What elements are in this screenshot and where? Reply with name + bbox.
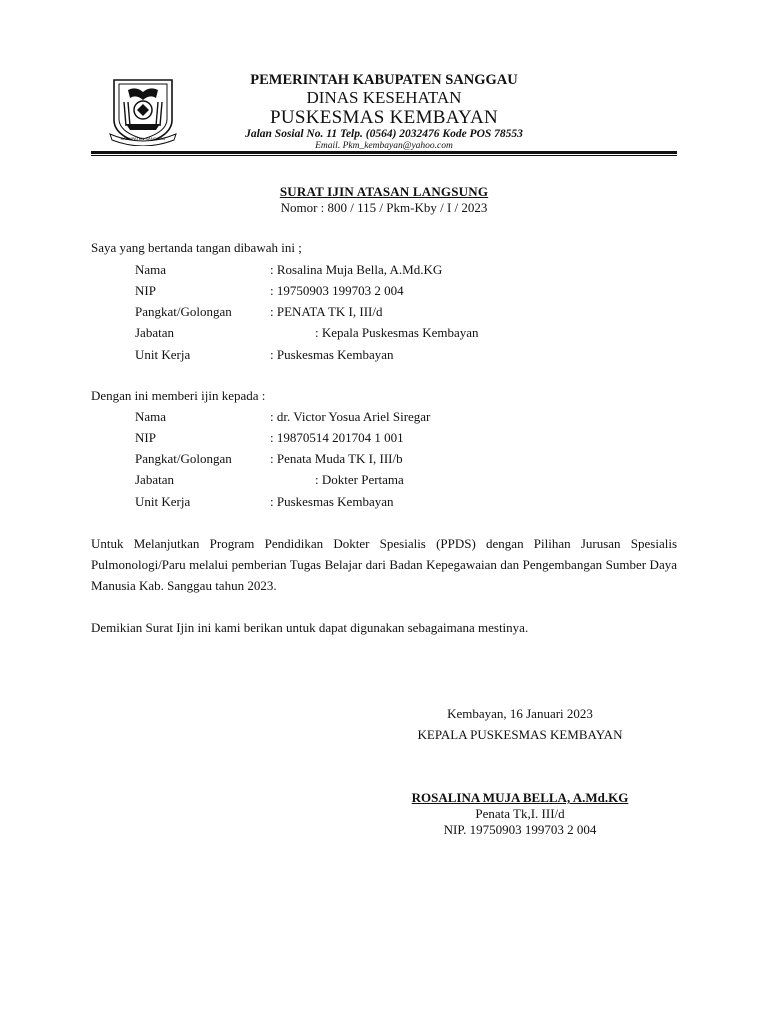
grantee-unit-value: : Puskesmas Kembayan bbox=[270, 494, 394, 509]
signer-nip-value: : 19750903 199703 2 004 bbox=[270, 283, 404, 298]
place-date: Kembayan, 16 Januari 2023 bbox=[447, 706, 593, 721]
emblem-caption: KABUPATEN SANGGAU bbox=[120, 136, 166, 141]
signer-name-value: : Rosalina Muja Bella, A.Md.KG bbox=[270, 262, 443, 277]
kop-government: PEMERINTAH KABUPATEN SANGGAU bbox=[250, 72, 518, 88]
grantee-nip-value: : 19870514 201704 1 001 bbox=[270, 430, 404, 445]
body-paragraph: Untuk Melanjutkan Program Pendidikan Dokter Spesialis (PPDS) dengan Pilihan Jurusan Spesialis Pulmonologi/Paru melalui pemberian Tugas Belajar dari Badan Kepegawaian dan Pengembangan Sumber Daya Manusia Kab. Sanggau tahun 2023. bbox=[91, 536, 677, 593]
signer-intro: Saya yang bertanda tangan dibawah ini ; bbox=[91, 240, 302, 255]
grantee-position-value: : Dokter Pertama bbox=[315, 472, 404, 487]
signer-rank-value: : PENATA TK I, III/d bbox=[270, 304, 383, 319]
signer-name-label: Nama bbox=[135, 262, 167, 277]
grantee-name-value: : dr. Victor Yosua Ariel Siregar bbox=[270, 409, 431, 424]
letterhead-divider-thin bbox=[91, 155, 677, 156]
kop-address: Jalan Sosial No. 11 Telp. (0564) 2032476 Kode POS 78553 bbox=[245, 128, 523, 140]
signer-fullname: ROSALINA MUJA BELLA, A.Md.KG bbox=[411, 790, 629, 805]
grantee-intro: Dengan ini memberi ijin kepada : bbox=[91, 388, 266, 403]
grantee-nip-label: NIP bbox=[135, 430, 156, 445]
grantee-rank-value: : Penata Muda TK I, III/b bbox=[270, 451, 403, 466]
signer-rank: Penata Tk,I. III/d bbox=[475, 806, 565, 821]
grantee-unit-label: Unit Kerja bbox=[135, 494, 191, 509]
letter-number: Nomor : 800 / 115 / Pkm-Kby / I / 2023 bbox=[280, 200, 488, 215]
kop-institution: PUSKESMAS KEMBAYAN bbox=[269, 107, 498, 128]
signer-unit-label: Unit Kerja bbox=[135, 347, 191, 362]
kop-email: Email. Pkm_kembayan@yahoo.com bbox=[315, 141, 453, 151]
signer-position-label: Jabatan bbox=[135, 325, 174, 340]
kop-department: DINAS KESEHATAN bbox=[306, 88, 462, 107]
grantee-name-label: Nama bbox=[135, 409, 167, 424]
signer-nip-label: NIP bbox=[135, 283, 156, 298]
signer-position: KEPALA PUSKESMAS KEMBAYAN bbox=[417, 727, 623, 742]
signer-rank-label: Pangkat/Golongan bbox=[135, 304, 232, 319]
closing-sentence: Demikian Surat Ijin ini kami berikan untuk dapat digunakan sebagaimana mestinya. bbox=[91, 620, 529, 635]
letter-title: SURAT IJIN ATASAN LANGSUNG bbox=[279, 184, 489, 199]
letterhead-divider-thick bbox=[91, 151, 677, 154]
signer-unit-value: : Puskesmas Kembayan bbox=[270, 347, 394, 362]
signer-position-value: : Kepala Puskesmas Kembayan bbox=[315, 325, 479, 340]
grantee-position-label: Jabatan bbox=[135, 472, 174, 487]
grantee-rank-label: Pangkat/Golongan bbox=[135, 451, 232, 466]
signer-nip: NIP. 19750903 199703 2 004 bbox=[443, 822, 597, 837]
